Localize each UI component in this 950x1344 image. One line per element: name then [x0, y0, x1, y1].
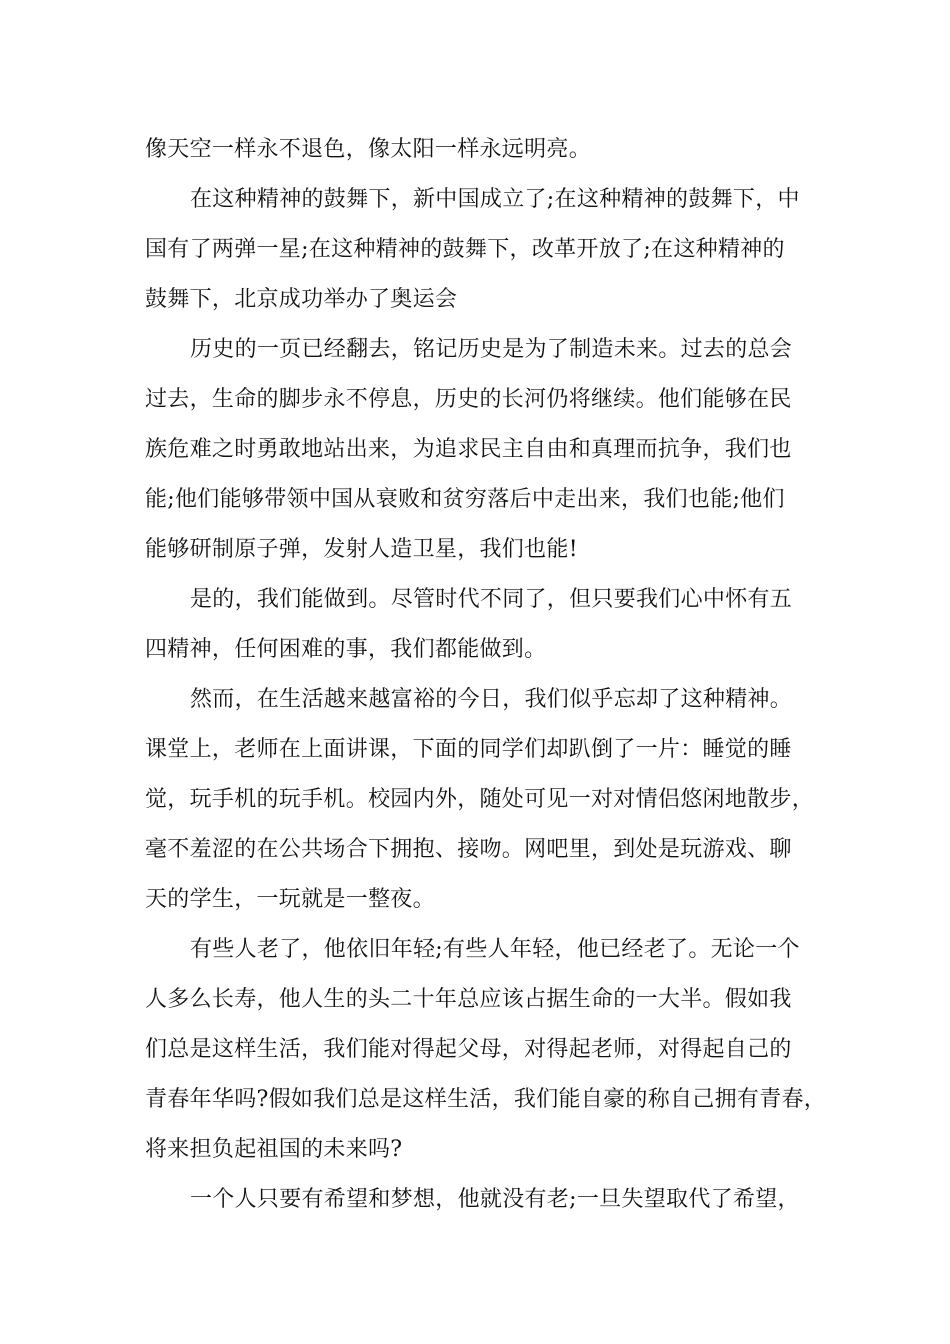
paragraph-first-line: 一个人只要有希望和梦想，他就没有老;一旦失望取代了希望，: [190, 1187, 800, 1212]
text-line: 能;他们能够带领中国从衰败和贫穷落后中走出来，我们也能;他们: [145, 487, 785, 512]
paragraph-first-line: 然而，在生活越来越富裕的今日，我们似乎忘却了这种精神。: [190, 687, 793, 712]
text-line: 像天空一样永不退色，像太阳一样永远明亮。: [145, 137, 592, 162]
text-line: 能够研制原子弹，发射人造卫星，我们也能!: [145, 537, 578, 562]
text-line: 过去，生命的脚步永不停息，历史的长河仍将继续。他们能够在民: [145, 387, 792, 412]
paragraph-first-line: 在这种精神的鼓舞下，新中国成立了;在这种精神的鼓舞下，中: [190, 187, 800, 212]
text-line: 国有了两弹一星;在这种精神的鼓舞下，改革开放了;在这种精神的: [145, 237, 785, 262]
text-line: 天的学生，一玩就是一整夜。: [145, 887, 435, 912]
text-line: 课堂上，老师在上面讲课，下面的同学们却趴倒了一片：睡觉的睡: [145, 737, 792, 762]
text-line: 族危难之时勇敢地站出来，为追求民主自由和真理而抗争，我们也: [145, 437, 792, 462]
text-line: 青春年华吗?假如我们总是这样生活，我们能自豪的称自己拥有青春，: [145, 1087, 827, 1112]
text-line: 将来担负起祖国的未来吗?: [145, 1137, 403, 1162]
text-line: 鼓舞下，北京成功举办了奥运会: [145, 287, 458, 312]
text-line: 人多么长寿，他人生的头二十年总应该占据生命的一大半。假如我: [145, 987, 792, 1012]
text-line: 们总是这样生活，我们能对得起父母，对得起老师，对得起自己的: [145, 1037, 792, 1062]
paragraph-first-line: 历史的一页已经翻去，铭记历史是为了制造未来。过去的总会: [190, 337, 793, 362]
text-line: 觉，玩手机的玩手机。校园内外，随处可见一对对情侣悠闲地散步，: [145, 787, 815, 812]
paragraph-first-line: 有些人老了，他依旧年轻;有些人年轻，他已经老了。无论一个: [190, 937, 800, 962]
paragraph-first-line: 是的，我们能做到。尽管时代不同了，但只要我们心中怀有五: [190, 587, 793, 612]
text-line: 毫不羞涩的在公共场合下拥抱、接吻。网吧里，到处是玩游戏、聊: [145, 837, 792, 862]
text-line: 四精神，任何困难的事，我们都能做到。: [145, 637, 547, 662]
